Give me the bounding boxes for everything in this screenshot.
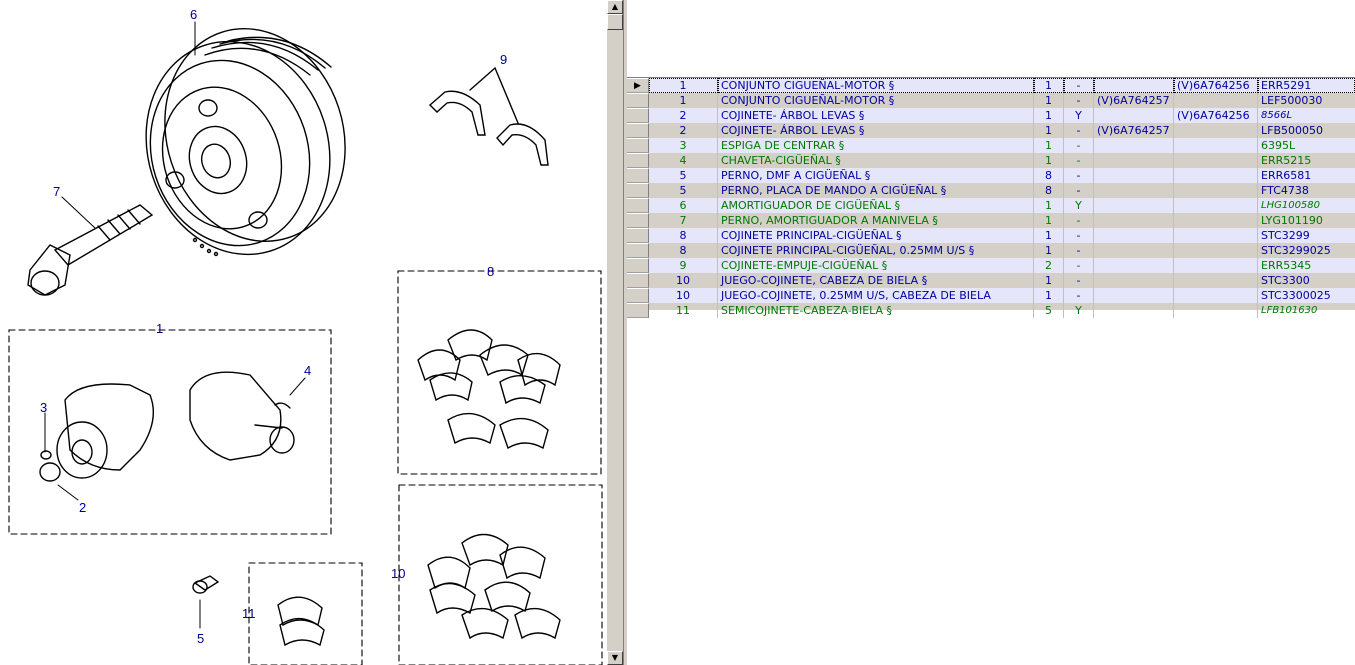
table-row[interactable]	[627, 198, 1355, 213]
ref-cell[interactable]: 5	[649, 168, 718, 183]
part-number-cell[interactable]: ERR5291	[1258, 78, 1355, 93]
part-number-cell[interactable]: ERR6581	[1258, 168, 1355, 183]
qty-cell[interactable]: 1	[1034, 198, 1064, 213]
row-selector[interactable]	[627, 213, 649, 228]
row-selector[interactable]	[627, 258, 649, 273]
table-row[interactable]	[627, 258, 1355, 273]
scroll-thumb[interactable]	[607, 14, 623, 30]
callout-labels	[40, 7, 507, 646]
table-row[interactable]	[627, 138, 1355, 153]
to-cell[interactable]	[1174, 273, 1258, 288]
table-row[interactable]	[627, 78, 1355, 93]
part-number-cell[interactable]: LFB500050	[1261, 124, 1323, 137]
from-cell[interactable]	[1094, 183, 1174, 198]
to-cell[interactable]	[1174, 243, 1258, 258]
table-row[interactable]	[627, 303, 1355, 318]
callout-3: 3	[40, 400, 48, 415]
ref-cell[interactable]: 5	[649, 183, 718, 198]
qty-cell[interactable]: 2	[1034, 258, 1064, 273]
part-number-cell[interactable]: FTC4738	[1261, 184, 1309, 197]
qty-cell[interactable]: 1	[1034, 108, 1064, 123]
row-selector[interactable]	[627, 273, 649, 288]
from-cell[interactable]	[1094, 303, 1174, 318]
description-cell[interactable]: CHAVETA-CIGÜEÑAL §	[718, 153, 1034, 168]
from-cell[interactable]	[1094, 213, 1174, 228]
flag-cell[interactable]: -	[1064, 213, 1094, 228]
part-number-cell[interactable]: LEF500030	[1261, 94, 1323, 107]
qty-cell[interactable]: 1	[1034, 273, 1064, 288]
qty-cell[interactable]: 1	[1034, 138, 1064, 153]
qty-cell[interactable]: 1	[1034, 123, 1064, 138]
qty-cell[interactable]: 1	[1034, 78, 1064, 93]
parts-grid	[627, 77, 1355, 317]
ref-cell[interactable]: 3	[649, 138, 718, 153]
to-cell[interactable]	[1174, 198, 1258, 213]
ref-cell[interactable]: 2	[649, 108, 718, 123]
flag-cell[interactable]: -	[1064, 93, 1094, 108]
leader-lines	[45, 22, 305, 628]
table-row[interactable]	[627, 93, 1355, 108]
table-row[interactable]	[627, 243, 1355, 258]
callout-1: 1	[156, 321, 164, 336]
flag-cell[interactable]: -	[1064, 153, 1094, 168]
bolt-drawing	[28, 205, 152, 295]
flag-cell[interactable]: -	[1064, 168, 1094, 183]
crankshaft-drawing	[57, 372, 294, 478]
to-cell[interactable]	[1174, 123, 1258, 138]
from-cell[interactable]	[1094, 198, 1174, 213]
ref-cell[interactable]: 2	[649, 123, 718, 138]
from-cell[interactable]	[1094, 168, 1174, 183]
row-selector[interactable]	[627, 123, 649, 138]
qty-cell[interactable]: 1	[1034, 243, 1064, 258]
qty-cell[interactable]: 8	[1034, 168, 1064, 183]
ref-cell[interactable]: 6	[649, 198, 718, 213]
description-cell[interactable]: SEMICOJINETE-CABEZA-BIELA §	[718, 303, 1034, 318]
callout-5: 5	[197, 631, 205, 646]
part-number-cell[interactable]: STC3300	[1261, 274, 1310, 287]
to-cell[interactable]	[1174, 183, 1258, 198]
description-cell[interactable]: COJINETE PRINCIPAL-CIGÜEÑAL, 0.25MM U/S §	[718, 243, 1034, 258]
row-selector[interactable]	[627, 288, 649, 303]
diagram-vertical-scrollbar[interactable]	[607, 0, 623, 665]
flag-cell[interactable]: Y	[1064, 303, 1094, 318]
ref-cell[interactable]: 9	[649, 258, 718, 273]
description-cell[interactable]: CONJUNTO CIGUEÑAL-MOTOR §	[718, 78, 1034, 93]
row-selector[interactable]	[627, 93, 649, 108]
flag-cell[interactable]: -	[1064, 138, 1094, 153]
ref-cell[interactable]: 10	[649, 288, 718, 303]
from-cell[interactable]	[1094, 243, 1174, 258]
row-selector[interactable]	[627, 168, 649, 183]
part-number-cell[interactable]: LFB101630	[1261, 305, 1318, 316]
row-selector[interactable]	[627, 228, 649, 243]
row-selector[interactable]	[627, 153, 649, 168]
callout-2: 2	[79, 500, 87, 515]
ref-cell[interactable]: 11	[649, 303, 718, 318]
description-cell[interactable]: COJINETE- ÁRBOL LEVAS §	[718, 123, 1034, 138]
from-cell[interactable]	[1094, 153, 1174, 168]
part-number-cell[interactable]: LYG101190	[1261, 214, 1323, 227]
to-cell[interactable]	[1174, 288, 1258, 303]
table-row[interactable]	[627, 288, 1355, 303]
table-row[interactable]	[627, 228, 1355, 243]
from-cell[interactable]	[1094, 288, 1174, 303]
part-number-cell[interactable]: STC3299	[1258, 228, 1355, 243]
to-cell[interactable]: (V)6A764256	[1174, 108, 1258, 123]
description-cell[interactable]: ESPIGA DE CENTRAR §	[718, 138, 1034, 153]
callout-8: 8	[487, 264, 495, 279]
exploded-view-drawing	[0, 0, 607, 665]
to-cell[interactable]	[1174, 228, 1258, 243]
flag-cell[interactable]: -	[1064, 123, 1094, 138]
thrust-washers-drawing	[430, 68, 548, 165]
table-row[interactable]	[627, 168, 1355, 183]
flag-cell[interactable]: Y	[1064, 198, 1094, 213]
scroll-up-button[interactable]: ▲	[607, 0, 623, 14]
qty-cell[interactable]: 1	[1034, 288, 1064, 303]
description-cell[interactable]: COJINETE PRINCIPAL-CIGÜEÑAL §	[718, 228, 1034, 243]
table-row[interactable]	[627, 183, 1355, 198]
description-cell[interactable]: PERNO, PLACA DE MANDO A CIGÜEÑAL §	[718, 183, 1034, 198]
table-row[interactable]	[627, 123, 1355, 138]
part-number-cell[interactable]: LHG100580	[1258, 198, 1355, 213]
table-row[interactable]	[627, 213, 1355, 228]
parts-list-pane	[627, 0, 1355, 665]
part-number-cell[interactable]: 8566L	[1258, 108, 1355, 123]
ref-cell[interactable]: 8	[649, 243, 718, 258]
to-cell[interactable]	[1174, 168, 1258, 183]
half-bearing-drawing	[278, 597, 324, 645]
row-selector[interactable]	[627, 183, 649, 198]
part-number-cell[interactable]: ERR5345	[1258, 258, 1355, 273]
qty-cell[interactable]: 1	[1034, 213, 1064, 228]
part-number-cell[interactable]: 6395L	[1258, 138, 1355, 153]
to-cell[interactable]	[1174, 153, 1258, 168]
row-selector[interactable]: ▶	[627, 78, 649, 93]
callout-11: 11	[242, 606, 256, 621]
callout-6: 6	[190, 7, 198, 22]
qty-cell[interactable]: 1	[1034, 228, 1064, 243]
parts-diagram[interactable]	[0, 0, 607, 665]
from-cell[interactable]: (V)6A764257	[1094, 123, 1174, 138]
ref-cell[interactable]: 1	[649, 93, 718, 108]
flag-cell[interactable]: -	[1064, 228, 1094, 243]
description-cell[interactable]: PERNO, AMORTIGUADOR A MANIVELA §	[718, 213, 1034, 228]
row-selector[interactable]	[627, 198, 649, 213]
flag-cell[interactable]: -	[1064, 288, 1094, 303]
flag-cell[interactable]: -	[1064, 183, 1094, 198]
row-selector[interactable]	[627, 243, 649, 258]
from-cell[interactable]	[1094, 273, 1174, 288]
qty-cell[interactable]: 1	[1034, 93, 1064, 108]
from-cell[interactable]	[1094, 78, 1174, 93]
table-row[interactable]	[627, 153, 1355, 168]
qty-cell[interactable]: 8	[1034, 183, 1064, 198]
row-selector[interactable]	[627, 108, 649, 123]
part-number-cell[interactable]: STC3299025	[1261, 244, 1331, 257]
from-cell[interactable]	[1094, 108, 1174, 123]
qty-cell[interactable]: 1	[1034, 153, 1064, 168]
flag-cell[interactable]: -	[1064, 273, 1094, 288]
flag-cell[interactable]: Y	[1064, 108, 1094, 123]
description-cell[interactable]: JUEGO-COJINETE, 0.25MM U/S, CABEZA DE BIELA	[718, 288, 1034, 303]
to-cell[interactable]	[1174, 213, 1258, 228]
ref-cell[interactable]: 8	[649, 228, 718, 243]
row-selector[interactable]	[627, 303, 649, 318]
flag-cell[interactable]: -	[1064, 78, 1094, 93]
part-number-cell[interactable]: ERR5215	[1261, 154, 1312, 167]
table-row[interactable]	[627, 273, 1355, 288]
to-cell[interactable]	[1174, 93, 1258, 108]
flag-cell[interactable]: -	[1064, 243, 1094, 258]
scroll-down-button[interactable]: ▼	[607, 651, 623, 665]
to-cell[interactable]: (V)6A764256	[1174, 78, 1258, 93]
ref-cell[interactable]: 7	[649, 213, 718, 228]
description-cell[interactable]: JUEGO-COJINETE, CABEZA DE BIELA §	[718, 273, 1034, 288]
callout-10: 10	[391, 566, 406, 581]
description-cell[interactable]: COJINETE-EMPUJE-CIGÜEÑAL §	[718, 258, 1034, 273]
description-cell[interactable]: AMORTIGUADOR DE CIGÜEÑAL §	[718, 198, 1034, 213]
part-number-cell[interactable]: STC3300025	[1258, 288, 1355, 303]
from-cell[interactable]	[1094, 138, 1174, 153]
ref-cell[interactable]: 10	[649, 273, 718, 288]
callout-9: 9	[500, 52, 508, 67]
description-cell[interactable]: PERNO, DMF A CIGÜEÑAL §	[718, 168, 1034, 183]
ref-cell[interactable]: 1	[649, 78, 718, 93]
to-cell[interactable]	[1174, 138, 1258, 153]
rod-bearings-drawing	[428, 534, 560, 638]
callout-4: 4	[304, 363, 312, 378]
callout-7: 7	[53, 184, 61, 199]
description-cell[interactable]: COJINETE- ÁRBOL LEVAS §	[718, 108, 1034, 123]
row-selector[interactable]	[627, 138, 649, 153]
ref-cell[interactable]: 4	[649, 153, 718, 168]
table-row[interactable]	[627, 108, 1355, 123]
from-cell[interactable]	[1094, 228, 1174, 243]
damper-pulley-drawing	[119, 5, 372, 278]
to-cell[interactable]	[1174, 258, 1258, 273]
main-bearings-drawing	[418, 330, 560, 448]
qty-cell[interactable]: 5	[1034, 303, 1064, 318]
description-cell[interactable]: CONJUNTO CIGUEÑAL-MOTOR §	[718, 93, 1034, 108]
from-cell[interactable]: (V)6A764257	[1094, 93, 1174, 108]
small-bolt-drawing	[193, 576, 218, 593]
flag-cell[interactable]: -	[1064, 258, 1094, 273]
from-cell[interactable]	[1094, 258, 1174, 273]
to-cell[interactable]	[1174, 303, 1258, 318]
